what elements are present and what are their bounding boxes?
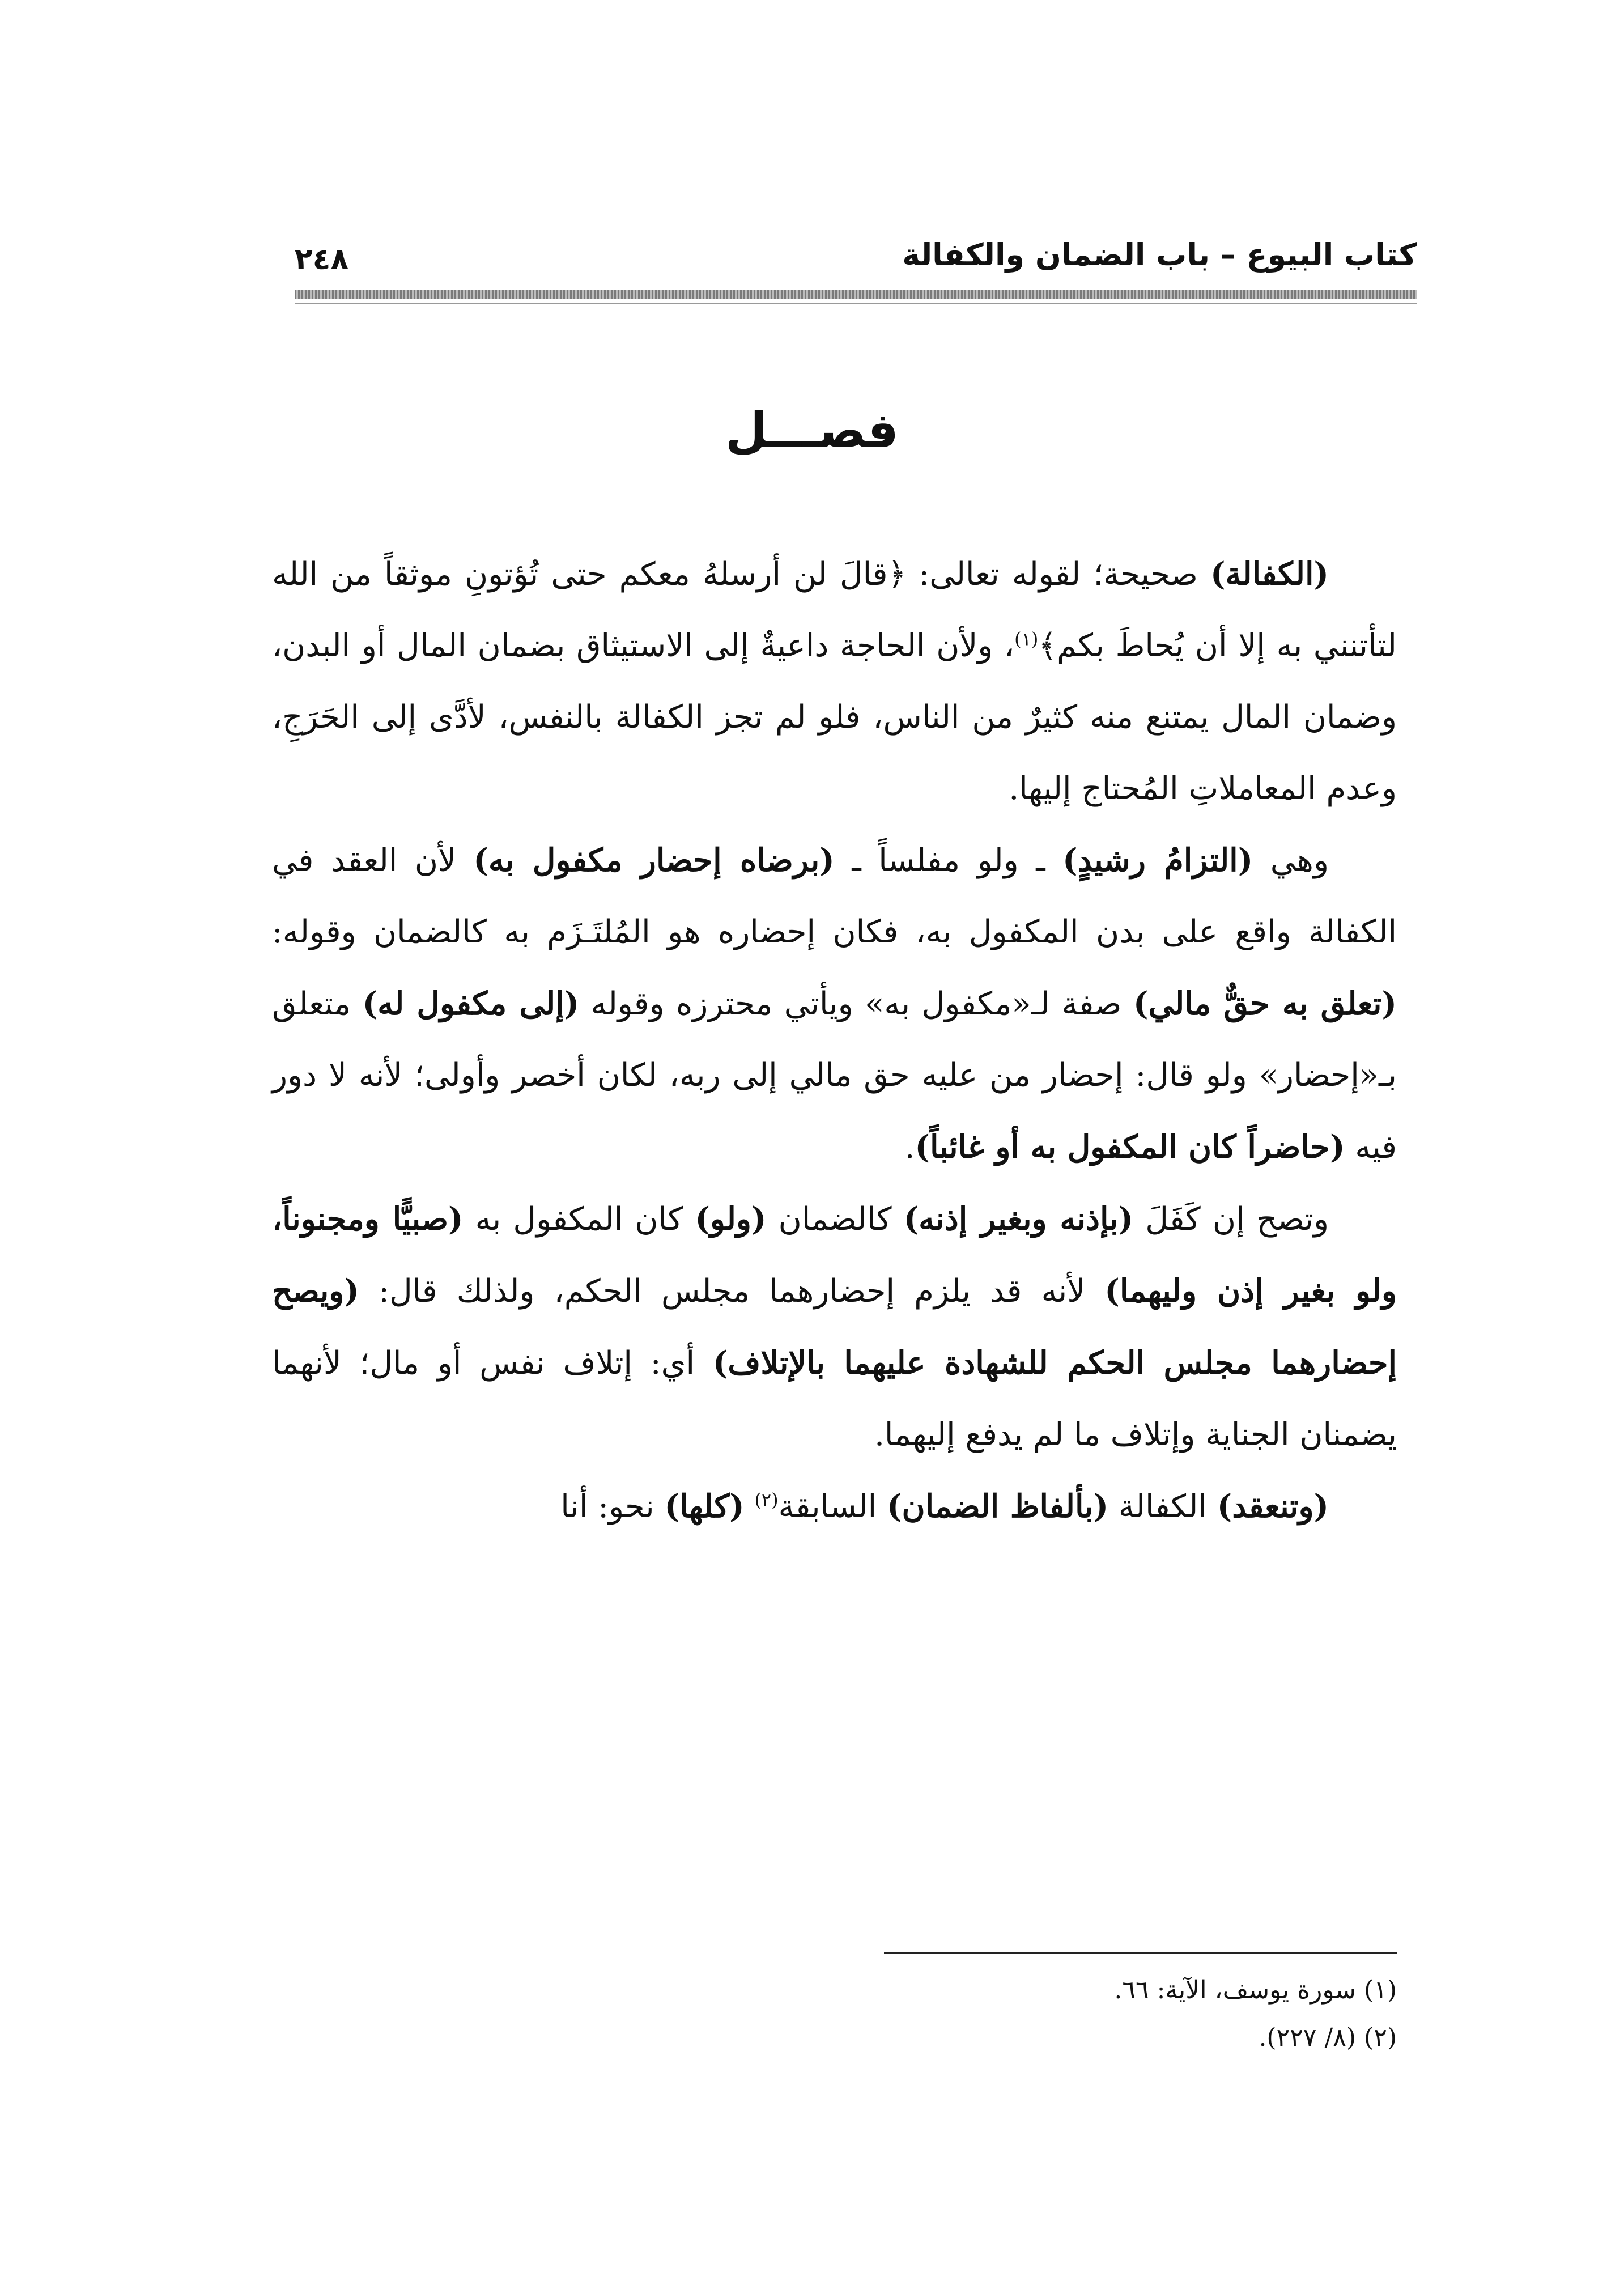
footnote-marker[interactable]: (٢) xyxy=(754,1489,779,1511)
matn-text: (ولو) xyxy=(695,1200,767,1238)
matn-text: (التزامُ رشيدٍ) xyxy=(1062,842,1253,879)
header-rule xyxy=(295,290,1417,299)
header-rule-thin xyxy=(295,303,1417,304)
page-number: ٢٤٨ xyxy=(295,243,349,277)
matn-text: (صبيًّا ومجنوناً، ولو بغير إذن وليهما) xyxy=(272,1200,1397,1310)
commentary-text: كالضمان xyxy=(766,1201,904,1238)
section-heading: فصـــل xyxy=(725,402,899,459)
matn-text: (كلها) xyxy=(664,1488,745,1525)
page-header xyxy=(295,232,1417,278)
footnote-marker[interactable]: (١) xyxy=(1014,628,1039,650)
footnote: (٢) (٨/ ٢٢٧). xyxy=(1259,2023,1397,2052)
commentary-text: صحيحة؛ لقوله تعالى: ﴿قالَ لن أرسلهُ معكم حتى تُؤتونِ موثقاً من الله لتأتنني به إلا أن يُحاطَ بكم﴾ xyxy=(272,556,1397,664)
paragraph xyxy=(272,538,1397,825)
commentary-text: . xyxy=(904,1129,915,1166)
matn-text: (الكفالة) xyxy=(1210,555,1329,593)
footnote: (١) سورة يوسف، الآية: ٦٦. xyxy=(1114,1976,1397,2005)
commentary-text: نحو: أنا xyxy=(560,1488,665,1525)
running-title: كتاب البيوع – باب الضمان والكفالة xyxy=(902,237,1417,273)
commentary-text: أي: إتلاف نفس أو مال؛ لأنهما يضمنان الجناية وإتلاف ما لم يدفع إليهما. xyxy=(272,1345,1397,1453)
matn-text: (وتنعقد) xyxy=(1217,1488,1329,1525)
commentary-text: صفة لـ«مكفول به» ويأتي محترزه وقوله xyxy=(579,986,1133,1022)
matn-text: (بإذنه وبغير إذنه) xyxy=(903,1200,1134,1238)
commentary-text: لأن العقد في الكفالة واقع على بدن المكفول به، فكان إحضاره هو المُلتَـزَم به كالضمان وقوله: xyxy=(272,842,1397,950)
commentary-text: ـ ولو مفلساً ـ xyxy=(834,842,1063,879)
commentary-text: لأنه قد يلزم إحضارهما مجلس الحكم، ولذلك قال: xyxy=(359,1273,1105,1310)
paragraph xyxy=(272,825,1397,1183)
paragraph xyxy=(272,1183,1397,1471)
commentary-text: الكفالة xyxy=(1108,1488,1217,1525)
matn-text: (برضاه إحضار مكفول به) xyxy=(473,842,835,879)
matn-text: (حاضراً كان المكفول به أو غائباً) xyxy=(915,1128,1345,1166)
commentary-text: وهي xyxy=(1253,842,1329,879)
commentary-text: ، ولأن الحاجة داعيةٌ إلى الاستيثاق بضمان المال أو البدن، وضمان المال يمتنع منه كثيرٌ من الناس، فلو لم تجز الكفالة بالنفس، لأدَّى إلى الحَرَجِ، وعدم المعاملاتِ المُحتاج إليها. xyxy=(272,627,1397,807)
matn-text: (إلى مكفول له) xyxy=(362,985,580,1022)
commentary-text xyxy=(745,1488,755,1525)
matn-text: (بألفاظ الضمان) xyxy=(886,1488,1109,1525)
commentary-text: وتصح إن كَفَلَ xyxy=(1133,1201,1329,1238)
footnotes xyxy=(827,1967,1397,2062)
matn-text: (ويصح إحضارهما مجلس الحكم للشهادة عليهما بالإتلاف) xyxy=(272,1272,1397,1382)
body-text xyxy=(272,538,1397,1543)
footnote-separator xyxy=(884,1952,1397,1954)
commentary-text: متعلق بـ«إحضار» ولو قال: إحضار من عليه حق مالي إلى ربه، لكان أخصر وأولى؛ لأنه لا دور فيه xyxy=(272,986,1397,1166)
commentary-text: السابقة xyxy=(778,1488,887,1525)
paragraph xyxy=(272,1471,1397,1543)
commentary-text: كان المكفول به xyxy=(463,1201,695,1238)
matn-text: (تعلق به حقٌّ مالي) xyxy=(1133,985,1397,1022)
